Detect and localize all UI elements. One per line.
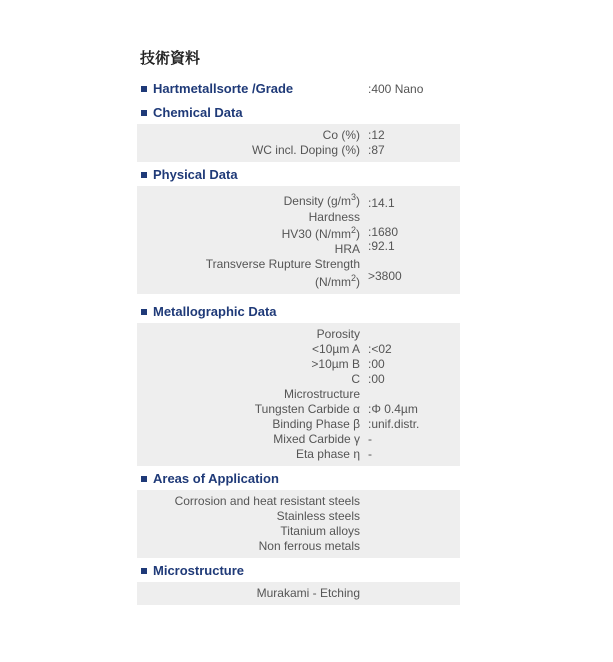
application-section (137, 468, 460, 558)
row-label: Mixed Carbide γ (273, 432, 360, 446)
density-label: Density (g/m (283, 194, 351, 208)
physical-title: Physical Data (153, 167, 238, 182)
row-value: :92.1 (368, 239, 395, 253)
row-value: :14.1 (368, 196, 395, 210)
metallo-row (137, 402, 460, 417)
application-title: Areas of Application (153, 471, 279, 486)
row-label: Porosity (316, 327, 360, 341)
metallo-row (137, 447, 460, 462)
row-label: <10µm A (312, 342, 360, 356)
grade-heading (137, 78, 460, 100)
metallo-row (137, 327, 460, 342)
application-box (137, 490, 460, 558)
density-sup: 3 (350, 192, 356, 202)
trs-close: ) (356, 275, 360, 289)
row-label (315, 275, 360, 290)
trs-unit: (N/mm (314, 275, 351, 289)
row-label (282, 227, 360, 242)
row-label: Co (%) (322, 128, 360, 142)
row-label: Tungsten Carbide α (254, 402, 360, 416)
metallographic-section (137, 301, 460, 466)
bullet-icon (141, 309, 147, 315)
row-value: - (368, 432, 372, 446)
row-label (284, 194, 360, 209)
microstructure-box (137, 582, 460, 605)
row-value: - (368, 447, 372, 461)
microstructure-heading (137, 560, 460, 582)
row-value: :00 (368, 372, 385, 386)
chemical-row-wc (137, 143, 460, 158)
physical-row-hra (137, 239, 460, 257)
row-label: Titanium alloys (280, 524, 360, 538)
microstructure-row (137, 586, 460, 601)
metallo-row (137, 357, 460, 372)
bullet-icon (141, 476, 147, 482)
application-heading (137, 468, 460, 490)
physical-box (137, 186, 460, 294)
row-value: :00 (368, 357, 385, 371)
application-row (137, 539, 460, 554)
microstructure-title: Microstructure (153, 563, 245, 578)
grade-label: Hartmetallsorte /Grade (153, 81, 294, 96)
physical-row-hv30 (137, 225, 460, 242)
row-label: Hardness (308, 210, 360, 224)
row-label: Corrosion and heat resistant steels (174, 494, 360, 508)
chemical-box (137, 124, 460, 162)
hv30-sup: 2 (350, 225, 356, 235)
row-value: :unif.distr. (368, 417, 420, 431)
row-label: Binding Phase β (272, 417, 360, 431)
density-close: ) (356, 194, 360, 208)
application-row (137, 494, 460, 509)
metallo-row (137, 342, 460, 357)
metallo-row (137, 417, 460, 432)
grade-value: :400 Nano (368, 82, 424, 96)
physical-row-trs-unit (137, 269, 460, 291)
chemical-title: Chemical Data (153, 105, 243, 120)
bullet-icon (141, 568, 147, 574)
bullet-icon (141, 172, 147, 178)
row-label: Transverse Rupture Strength (205, 257, 360, 271)
page-title: 技術資料 (140, 49, 201, 67)
physical-row-hardness (137, 210, 460, 225)
microstructure-section (137, 560, 460, 605)
row-label: WC incl. Doping (%) (251, 143, 360, 157)
metallo-row (137, 387, 460, 402)
row-label: Non ferrous metals (258, 539, 360, 553)
physical-row-density (137, 194, 460, 210)
application-row (137, 524, 460, 539)
bullet-icon (141, 86, 147, 92)
metallo-row (137, 372, 460, 387)
row-label: C (351, 372, 360, 386)
row-value: :87 (368, 143, 385, 157)
row-value: :1680 (368, 225, 399, 239)
metallographic-box (137, 323, 460, 466)
row-value: :12 (368, 128, 385, 142)
row-label: Stainless steels (276, 509, 360, 523)
row-label: HRA (334, 242, 360, 256)
chemical-section (137, 102, 460, 162)
row-label: >10µm B (311, 357, 360, 371)
trs-sup: 2 (350, 273, 356, 283)
row-value: :Φ 0.4µm (368, 402, 418, 416)
row-label: Murakami - Etching (256, 586, 360, 600)
physical-section (137, 164, 460, 294)
metallographic-title: Metallographic Data (153, 304, 277, 319)
physical-row-trs (137, 257, 460, 272)
chemical-heading (137, 102, 460, 124)
physical-heading (137, 164, 460, 186)
row-label: Microstructure (283, 387, 360, 401)
row-value: >3800 (368, 269, 402, 283)
chemical-row-co (137, 128, 460, 143)
hv30-close: ) (356, 227, 360, 241)
metallographic-heading (137, 301, 460, 323)
application-row (137, 509, 460, 524)
row-value: :<02 (368, 342, 392, 356)
row-label: Eta phase η (295, 447, 360, 461)
metallo-row (137, 432, 460, 447)
bullet-icon (141, 110, 147, 116)
grade-section (137, 78, 460, 100)
hv30-label: HV30 (N/mm (281, 227, 351, 241)
